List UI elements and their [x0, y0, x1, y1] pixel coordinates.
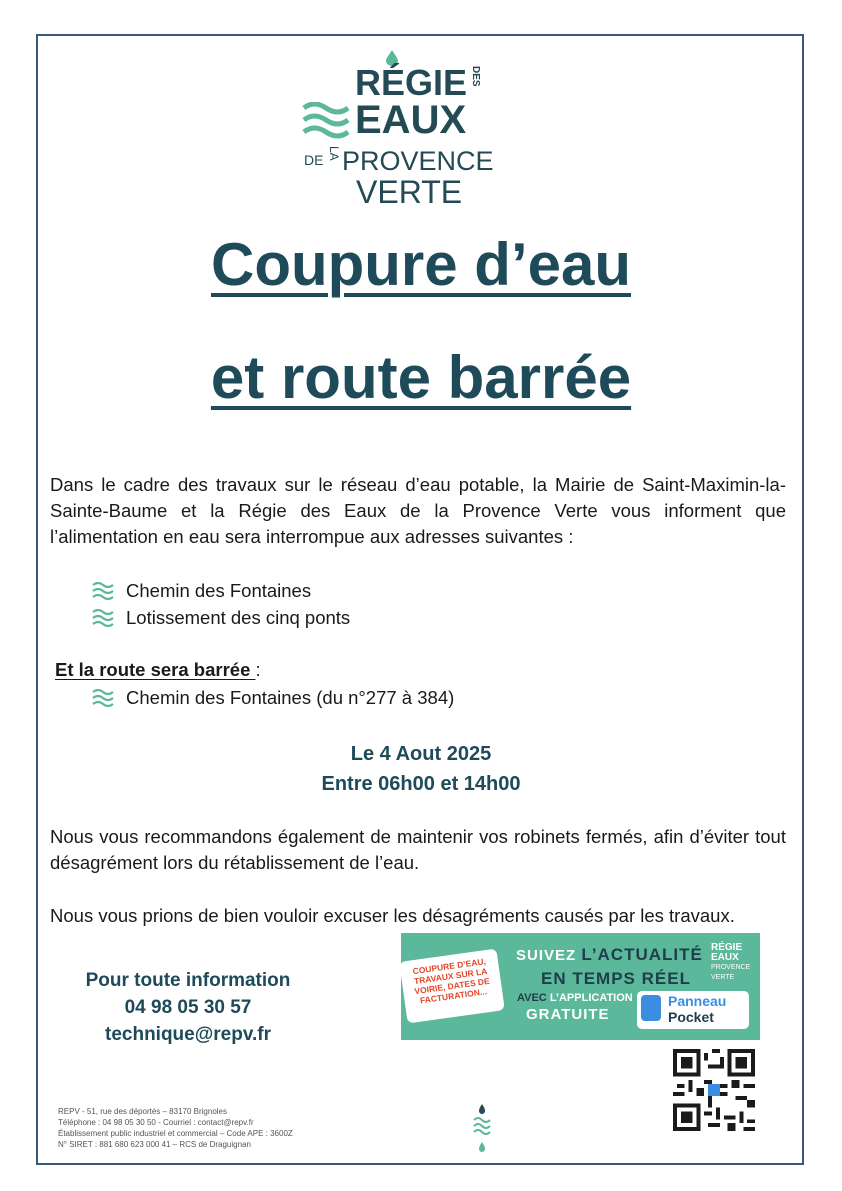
route-closed-heading: Et la route sera barrée [55, 659, 256, 680]
banner-temps-reel: EN TEMPS RÉEL [541, 969, 691, 988]
qr-code[interactable] [672, 1049, 756, 1131]
footer-line-1: REPV - 51, rue des déportés – 83170 Brignoles [58, 1107, 227, 1116]
contact-heading: Pour toute information [85, 970, 291, 991]
address-text: Lotissement des cinq ponts [126, 606, 351, 628]
wave-bullet-icon [92, 689, 114, 707]
schedule-hours: Entre 06h00 et 14h00 [321, 773, 521, 795]
address-list [92, 577, 350, 631]
banner-application: L’APPLICATION [549, 992, 633, 1004]
pp-name-1: Panneau [668, 993, 727, 1009]
logo-eaux: EAUX [355, 98, 467, 142]
mini-logo-verte: VERTE [711, 974, 735, 981]
logo-la: LA [327, 146, 341, 161]
route-closed-label [55, 659, 261, 681]
logo-de: DE [304, 152, 324, 168]
banner-line-1 [516, 945, 703, 965]
footer-line-2: Téléphone : 04 98 05 30 50 - Courriel : contact@repv.fr [58, 1118, 254, 1127]
schedule-date: Le 4 Aout 2025 [350, 743, 492, 765]
banner-mini-logo [711, 943, 750, 983]
footer-waves-icon [470, 1104, 494, 1156]
panneau-pocket-icon [641, 995, 661, 1021]
banner-actualite: L’ACTUALITÉ [581, 945, 703, 964]
waves-icon [302, 102, 350, 142]
mini-logo-regie: RÉGIE [711, 942, 743, 953]
contact-phone[interactable]: 04 98 05 30 57 [124, 997, 252, 1018]
address-text: Chemin des Fontaines [126, 579, 312, 601]
pp-name-2: Pocket [668, 1009, 714, 1025]
wave-bullet-icon [92, 609, 114, 627]
logo-regie: RÉGIE [355, 62, 468, 103]
list-item [92, 577, 350, 604]
recommendation-paragraph: Nous vous recommandons également de maintenir vos robinets fermés, afin d’éviter tout désagrément lors du rétablissement de l’eau. [50, 826, 786, 873]
route-text: Chemin des Fontaines (du n°277 à 384) [126, 686, 455, 708]
route-list [92, 684, 454, 711]
route-colon: : [255, 659, 261, 680]
schedule-block [0, 739, 842, 799]
list-item [92, 604, 350, 631]
mini-logo-provence: PROVENCE [711, 964, 751, 971]
contact-block [60, 967, 316, 1048]
wave-bullet-icon [92, 582, 114, 600]
contact-email[interactable]: technique@repv.fr [105, 1024, 271, 1045]
page-title-line-1: Coupure d’eau [210, 231, 632, 298]
logo-des: DES [470, 66, 481, 87]
banner-suivez: SUIVEZ [516, 947, 577, 964]
footer-line-4: N° SIRET : 881 680 623 000 41 – RCS de Draguignan [58, 1140, 251, 1149]
banner-avec: AVEC [517, 992, 547, 1004]
mini-logo-eaux: EAUX [711, 952, 739, 963]
logo-provence: PROVENCE [342, 146, 494, 176]
apology-paragraph: Nous vous prions de bien vouloir excuser les désagréments causés par les travaux. [50, 905, 735, 926]
banner-line-3 [517, 992, 633, 1004]
logo-verte: VERTE [356, 174, 463, 210]
intro-paragraph: Dans le cadre des travaux sur le réseau d’eau potable, la Mairie de Saint-Maximin-la-Sainte-Baume et la Régie des Eaux de la Provence Verte vous informent que l’alimentation en eau sera interrompue aux adresses suivantes : [50, 474, 786, 547]
footer-address [58, 1106, 293, 1150]
banner-tag: COUPURE D’EAU, TRAVAUX SUR LA VOIRIE, DATES DE FACTURATION... [401, 948, 505, 1023]
panneau-pocket-banner [401, 933, 760, 1040]
list-item [92, 684, 454, 711]
regie-logo [300, 50, 500, 210]
panneau-pocket-badge [637, 991, 749, 1029]
page-title-line-2: et route barrée [210, 344, 632, 411]
footer-line-3: Établissement public industriel et commercial – Code APE : 3600Z [58, 1129, 293, 1138]
banner-gratuite: GRATUITE [526, 1006, 610, 1023]
